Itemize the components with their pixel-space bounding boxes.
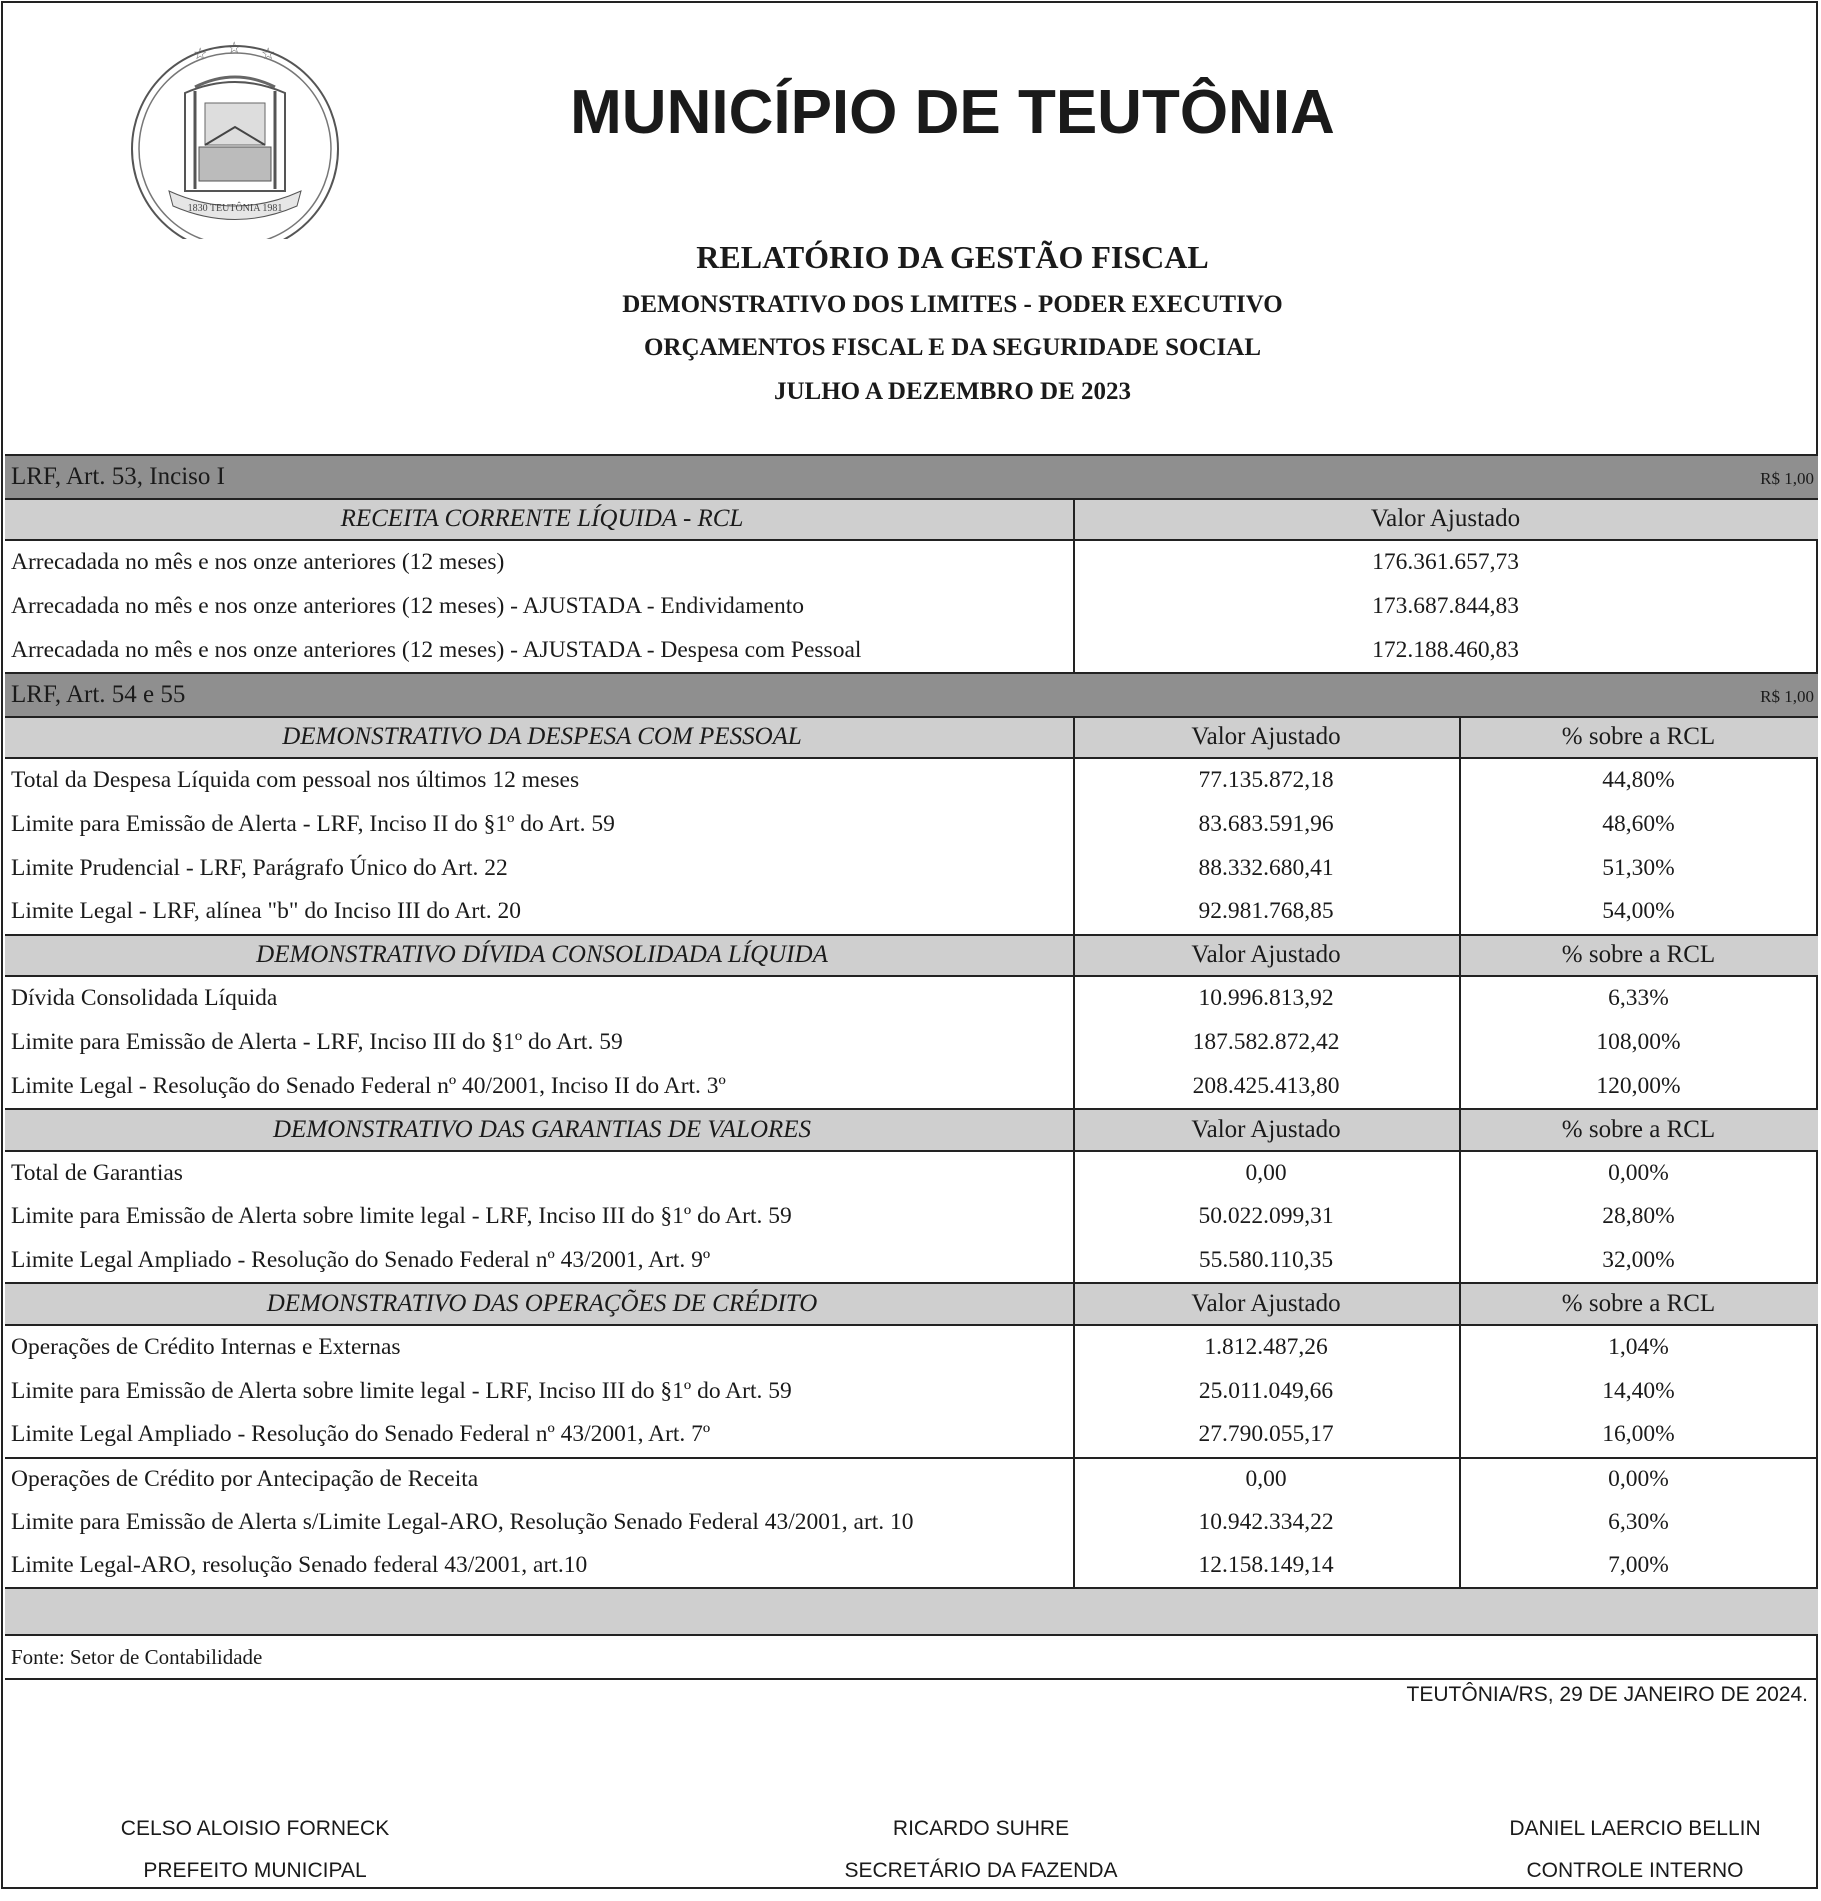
row-value: 77.135.872,18 xyxy=(1198,767,1334,794)
section-header xyxy=(5,934,1818,978)
row-pct: 14,40% xyxy=(1602,1377,1675,1404)
row-label: Total de Garantias xyxy=(11,1159,183,1186)
row-label: Limite para Emissão de Alerta sobre limite legal - LRF, Inciso III do §1º do Art. 59 xyxy=(11,1377,792,1404)
issue-date: TEUTÔNIA/RS, 29 DE JANEIRO DE 2024. xyxy=(1406,1683,1808,1706)
table-row xyxy=(5,1413,1818,1457)
row-pct: 0,00% xyxy=(1608,1159,1669,1186)
table-row xyxy=(5,1457,1818,1501)
section-title: DEMONSTRATIVO DÍVIDA CONSOLIDADA LÍQUIDA xyxy=(256,941,828,969)
row-label: Limite Legal - LRF, alínea "b" do Inciso III do Art. 20 xyxy=(11,898,522,925)
row-label: Arrecadada no mês e nos onze anteriores (12 meses) xyxy=(11,549,505,576)
fiscal-table xyxy=(5,454,1818,1680)
table-row xyxy=(5,890,1818,934)
col-value: Valor Ajustado xyxy=(1191,723,1341,751)
row-value: 88.332.680,41 xyxy=(1198,854,1334,881)
col-pct: % sobre a RCL xyxy=(1561,723,1716,751)
row-label: Arrecadada no mês e nos onze anteriores (12 meses) - AJUSTADA - Despesa com Pessoal xyxy=(11,636,862,663)
section-title: DEMONSTRATIVO DAS GARANTIAS DE VALORES xyxy=(272,1115,812,1143)
source-note: Fonte: Setor de Contabilidade xyxy=(5,1636,1818,1680)
table-row xyxy=(5,1369,1818,1413)
table-row xyxy=(5,977,1818,1021)
report-page xyxy=(1,1,1818,1889)
row-value: 12.158.149,14 xyxy=(1198,1552,1334,1579)
col-pct: % sobre a RCL xyxy=(1561,941,1716,969)
row-pct: 0,00% xyxy=(1608,1465,1669,1492)
svg-text:☆: ☆ xyxy=(227,41,242,57)
row-pct: 108,00% xyxy=(1596,1029,1681,1056)
row-label: Limite para Emissão de Alerta sobre limite legal - LRF, Inciso III do §1º do Art. 59 xyxy=(11,1203,792,1230)
row-label: Total da Despesa Líquida com pessoal nos últimos 12 meses xyxy=(11,767,580,794)
col-pct: % sobre a RCL xyxy=(1561,1115,1716,1143)
signer-role: SECRETÁRIO DA FAZENDA xyxy=(844,1859,1118,1882)
row-value: 10.996.813,92 xyxy=(1198,985,1334,1012)
row-value: 25.011.049,66 xyxy=(1198,1377,1334,1404)
row-pct: 51,30% xyxy=(1602,854,1675,881)
section-title: DEMONSTRATIVO DAS OPERAÇÕES DE CRÉDITO xyxy=(266,1290,818,1318)
svg-text:☆: ☆ xyxy=(261,46,276,63)
row-value: 27.790.055,17 xyxy=(1198,1421,1334,1448)
row-value: 173.687.844,83 xyxy=(1372,593,1519,620)
col-value: Valor Ajustado xyxy=(1191,1290,1341,1318)
row-value: 92.981.768,85 xyxy=(1198,898,1334,925)
row-value: 0,00 xyxy=(1245,1465,1287,1492)
table-row xyxy=(5,846,1818,890)
row-pct: 28,80% xyxy=(1602,1203,1675,1230)
row-value: 208.425.413,80 xyxy=(1192,1072,1340,1099)
rcl-band xyxy=(5,454,1818,498)
rcl-col-value: Valor Ajustado xyxy=(1370,505,1521,533)
report-title: RELATÓRIO DA GESTÃO FISCAL xyxy=(696,239,1209,275)
row-value: 83.683.591,96 xyxy=(1198,811,1334,838)
row-pct: 1,04% xyxy=(1608,1334,1669,1361)
row-label: Operações de Crédito por Antecipação de Receita xyxy=(11,1465,479,1492)
col-value: Valor Ajustado xyxy=(1191,941,1341,969)
table-row xyxy=(5,1064,1818,1108)
row-label: Limite Legal-ARO, resolução Senado federal 43/2001, art.10 xyxy=(11,1552,588,1579)
row-value: 1.812.487,26 xyxy=(1204,1334,1328,1361)
signer-role: CONTROLE INTERNO xyxy=(1526,1859,1744,1882)
row-value: 172.188.460,83 xyxy=(1372,636,1519,663)
report-period: JULHO A DEZEMBRO DE 2023 xyxy=(774,378,1131,405)
signature-block xyxy=(55,1817,455,1901)
row-label: Limite para Emissão de Alerta - LRF, Inciso III do §1º do Art. 59 xyxy=(11,1029,623,1056)
signer-name: DANIEL LAERCIO BELLIN xyxy=(1509,1817,1761,1840)
rcl-band-label: LRF, Art. 53, Inciso I xyxy=(11,462,225,490)
row-value: 0,00 xyxy=(1245,1159,1287,1186)
signer-name: RICARDO SUHRE xyxy=(892,1817,1070,1840)
table-row xyxy=(5,1021,1818,1065)
table-row xyxy=(5,541,1818,585)
row-pct: 120,00% xyxy=(1596,1072,1681,1099)
rcl-header xyxy=(5,498,1818,542)
row-label: Arrecadada no mês e nos onze anteriores (12 meses) - AJUSTADA - Endividamento xyxy=(11,593,804,620)
table-row xyxy=(5,1195,1818,1239)
svg-text:☆: ☆ xyxy=(193,46,208,63)
row-value: 10.942.334,22 xyxy=(1198,1508,1334,1535)
row-label: Limite Legal Ampliado - Resolução do Senado Federal nº 43/2001, Art. 9º xyxy=(11,1246,711,1273)
signer-role: PREFEITO MUNICIPAL xyxy=(143,1859,367,1882)
table-row xyxy=(5,1500,1818,1544)
table-row xyxy=(5,585,1818,629)
section-title: DEMONSTRATIVO DA DESPESA COM PESSOAL xyxy=(282,723,802,751)
row-label: Limite para Emissão de Alerta s/Limite Legal-ARO, Resolução Senado Federal 43/2001, art. 10 xyxy=(11,1508,914,1535)
col-value: Valor Ajustado xyxy=(1191,1115,1341,1143)
footer-band xyxy=(5,1587,1818,1636)
row-pct: 54,00% xyxy=(1602,898,1675,925)
table-row xyxy=(5,1544,1818,1588)
row-pct: 48,60% xyxy=(1602,811,1675,838)
report-subtitle-1: DEMONSTRATIVO DOS LIMITES - PODER EXECUTIVO xyxy=(622,291,1283,318)
limits-band xyxy=(5,672,1818,716)
signer-name: CELSO ALOISIO FORNECK xyxy=(120,1817,390,1840)
report-subtitle-2: ORÇAMENTOS FISCAL E DA SEGURIDADE SOCIAL xyxy=(643,334,1262,361)
table-row xyxy=(5,1326,1818,1370)
row-pct: 44,80% xyxy=(1602,767,1675,794)
row-label: Operações de Crédito Internas e Externas xyxy=(11,1334,401,1361)
table-row xyxy=(5,628,1818,672)
row-pct: 6,33% xyxy=(1608,985,1669,1012)
row-pct: 32,00% xyxy=(1602,1246,1675,1273)
rcl-header-label: RECEITA CORRENTE LÍQUIDA - RCL xyxy=(340,505,744,533)
section-header xyxy=(5,1108,1818,1152)
section-header xyxy=(5,716,1818,760)
row-label: Limite Legal - Resolução do Senado Federal nº 40/2001, Inciso II do Art. 3º xyxy=(11,1072,726,1099)
limits-unit: R$ 1,00 xyxy=(1760,686,1814,706)
row-value: 55.580.110,35 xyxy=(1198,1246,1334,1273)
table-row xyxy=(5,803,1818,847)
svg-text:1830 TEUTÔNIA 1981: 1830 TEUTÔNIA 1981 xyxy=(187,203,283,214)
row-label: Dívida Consolidada Líquida xyxy=(11,985,278,1012)
page-title: MUNICÍPIO DE TEUTÔNIA xyxy=(570,78,1335,147)
section-header xyxy=(5,1282,1818,1326)
row-value: 50.022.099,31 xyxy=(1198,1203,1334,1230)
rcl-unit: R$ 1,00 xyxy=(1760,469,1814,488)
col-pct: % sobre a RCL xyxy=(1561,1290,1716,1318)
row-label: Limite Legal Ampliado - Resolução do Senado Federal nº 43/2001, Art. 7º xyxy=(11,1421,711,1448)
table-row xyxy=(5,759,1818,803)
table-row xyxy=(5,1152,1818,1196)
row-value: 187.582.872,42 xyxy=(1192,1029,1340,1056)
row-label: Limite Prudencial - LRF, Parágrafo Único do Art. 22 xyxy=(11,854,508,881)
limits-band-label: LRF, Art. 54 e 55 xyxy=(11,680,186,708)
signature-block xyxy=(1435,1817,1821,1901)
table-row xyxy=(5,1239,1818,1283)
row-value: 176.361.657,73 xyxy=(1372,549,1519,576)
row-label: Limite para Emissão de Alerta - LRF, Inciso II do §1º do Art. 59 xyxy=(11,811,615,838)
row-pct: 6,30% xyxy=(1608,1508,1669,1535)
row-pct: 16,00% xyxy=(1602,1421,1675,1448)
signature-block xyxy=(781,1817,1181,1901)
row-pct: 7,00% xyxy=(1608,1552,1669,1579)
